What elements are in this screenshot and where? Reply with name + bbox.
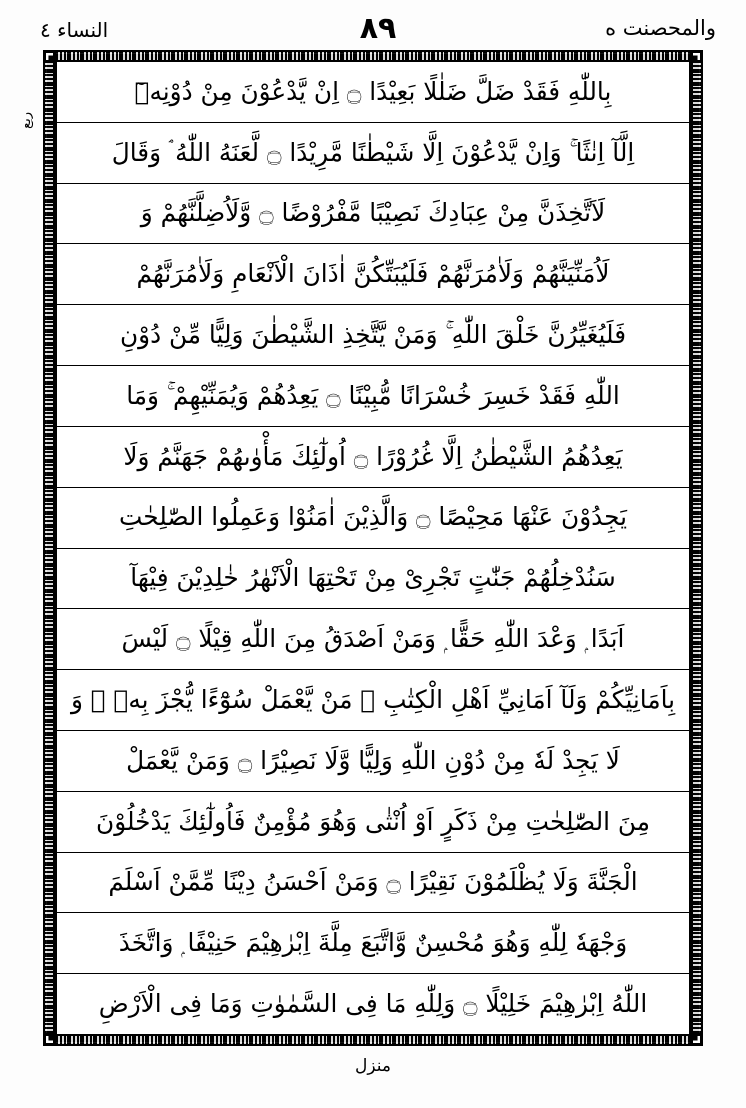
- ayah-line-text: مِنَ الصّٰلِحٰتِ مِنْ ذَكَرٍ اَوْ اُنْثٰى وَهُوَ مُؤْمِنٌ فَاُولٰٓئِكَ يَدْخُلُوْنَ: [96, 806, 650, 836]
- ayah-line-text: اَبَدًا ۭ وَعْدَ اللّٰهِ حَقًّا ۭ وَمَنْ اَصْدَقُ مِنَ اللّٰهِ قِيْلًا ۝ لَيْسَ: [121, 624, 625, 654]
- quran-text-block: [56, 61, 690, 1035]
- ayah-line: [57, 731, 689, 792]
- ayah-line-text: الْجَنَّةَ وَلَا يُظْلَمُوْنَ نَقِيْرًا ۝ وَمَنْ اَحْسَنُ دِيْنًا مِّمَّنْ اَسْلَمَ: [108, 867, 638, 897]
- ayah-line: [57, 123, 689, 184]
- ayah-line: [57, 62, 689, 123]
- ayah-line-text: لَاَتَّخِذَنَّ مِنْ عِبَادِكَ نَصِيْبًا مَّفْرُوْضًا ۝ وَّلَاُضِلَّنَّهُمْ وَ: [140, 198, 606, 228]
- ayah-line: [57, 549, 689, 610]
- ayah-line: [57, 488, 689, 549]
- page-number: ٨٩: [359, 11, 397, 46]
- ayah-line-text: اللّٰهُ اِبْرٰهِيْمَ خَلِيْلًا ۝ وَلِلّٰهِ مَا فِى السَّمٰوٰتِ وَمَا فِى الْاَرْضِ: [98, 988, 648, 1018]
- ayah-line: [57, 305, 689, 366]
- ornamental-border: [43, 50, 703, 1046]
- juz-name-marker: والمحصنت ه: [605, 16, 716, 40]
- corner-knot-bottom-right-icon: [690, 1033, 703, 1046]
- corner-knot-top-left-icon: [43, 50, 56, 63]
- margin-rub-marker: ربع: [19, 112, 34, 129]
- ayah-line: [57, 366, 689, 427]
- ayah-line-text: بِاللّٰهِ فَقَدْ ضَلَّ ضَلٰلًا بَعِيْدًا ۝ اِنْ يَّدْعُوْنَ مِنْ دُوْنِهٖٓ: [134, 76, 612, 106]
- ayah-line-text: لَاُمَنِّيَنَّهُمْ وَلَاٰمُرَنَّهُمْ فَلَيُبَتِّكُنَّ اٰذَانَ الْاَنْعَامِ وَلَاٰمُرَنَّهُمْ: [136, 259, 610, 289]
- corner-knot-bottom-left-icon: [43, 1033, 56, 1046]
- border-ornament-left-icon: [45, 56, 53, 1040]
- ayah-line-text: اللّٰهِ فَقَدْ خَسِرَ خُسْرَانًا مُّبِيْنًا ۝ يَعِدُهُمْ وَيُمَنِّيْهِمْ ۚ وَمَا: [126, 380, 620, 410]
- page-header: [40, 11, 716, 54]
- ayah-line-text: سَنُدْخِلُهُمْ جَنّٰتٍ تَجْرِىْ مِنْ تَحْتِهَا الْاَنْهٰرُ خٰلِدِيْنَ فِيْهَآ: [130, 563, 616, 593]
- ayah-line: [57, 609, 689, 670]
- ayah-line-text: يَعِدُهُمُ الشَّيْطٰنُ اِلَّا غُرُوْرًا ۝ اُولٰٓئِكَ مَأْوٰىهُمْ جَهَنَّمُ وَلَا: [123, 441, 623, 471]
- ayah-line-text: لَا يَجِدْ لَهٗ مِنْ دُوْنِ اللّٰهِ وَلِيًّا وَّلَا نَصِيْرًا ۝ وَمَنْ يَّعْمَلْ: [126, 745, 620, 775]
- ayah-line: [57, 974, 689, 1034]
- ayah-line: [57, 427, 689, 488]
- ayah-line: [57, 244, 689, 305]
- ayah-line: [57, 792, 689, 853]
- footer-manzil-marker: منزل: [355, 1056, 391, 1076]
- border-ornament-top-icon: [49, 52, 697, 60]
- ayah-line-text: يَجِدُوْنَ عَنْهَا مَحِيْصًا ۝ وَالَّذِيْنَ اٰمَنُوْا وَعَمِلُوا الصّٰلِحٰتِ: [118, 502, 628, 532]
- border-ornament-right-icon: [693, 56, 701, 1040]
- ayah-line: [57, 670, 689, 731]
- ayah-line: [57, 913, 689, 974]
- ayah-line: [57, 184, 689, 245]
- ayah-line-text: فَلَيُغَيِّرُنَّ خَلْقَ اللّٰهِ ۚ وَمَنْ يَّتَّخِذِ الشَّيْطٰنَ وَلِيًّا مِّنْ دُوْنِ: [119, 320, 627, 350]
- ayah-line: [57, 853, 689, 914]
- ayah-line-text: وَجْهَهٗ لِلّٰهِ وَهُوَ مُحْسِنٌ وَّاتَّبَعَ مِلَّةَ اِبْرٰهِيْمَ حَنِيْفًا ۭ وَاتَّخَذَ: [118, 928, 628, 958]
- ayah-line-text: بِاَمَانِيِّكُمْ وَلَآ اَمَانِيِّ اَهْلِ الْكِتٰبِ ۭ مَنْ يَّعْمَلْ سُوْٓءًا يُّجْزَ بِهٖ ۙ وَ: [70, 684, 676, 714]
- border-ornament-bottom-icon: [49, 1036, 697, 1044]
- corner-knot-top-right-icon: [690, 50, 703, 63]
- surah-name-marker: النساء ٤: [40, 18, 109, 42]
- ayah-line-text: اِلَّآ اِنٰثًا ۚ وَاِنْ يَّدْعُوْنَ اِلَّا شَيْطٰنًا مَّرِيْدًا ۝ لَّعَنَهُ اللّٰهُ ۘ وَقَالَ: [111, 137, 635, 167]
